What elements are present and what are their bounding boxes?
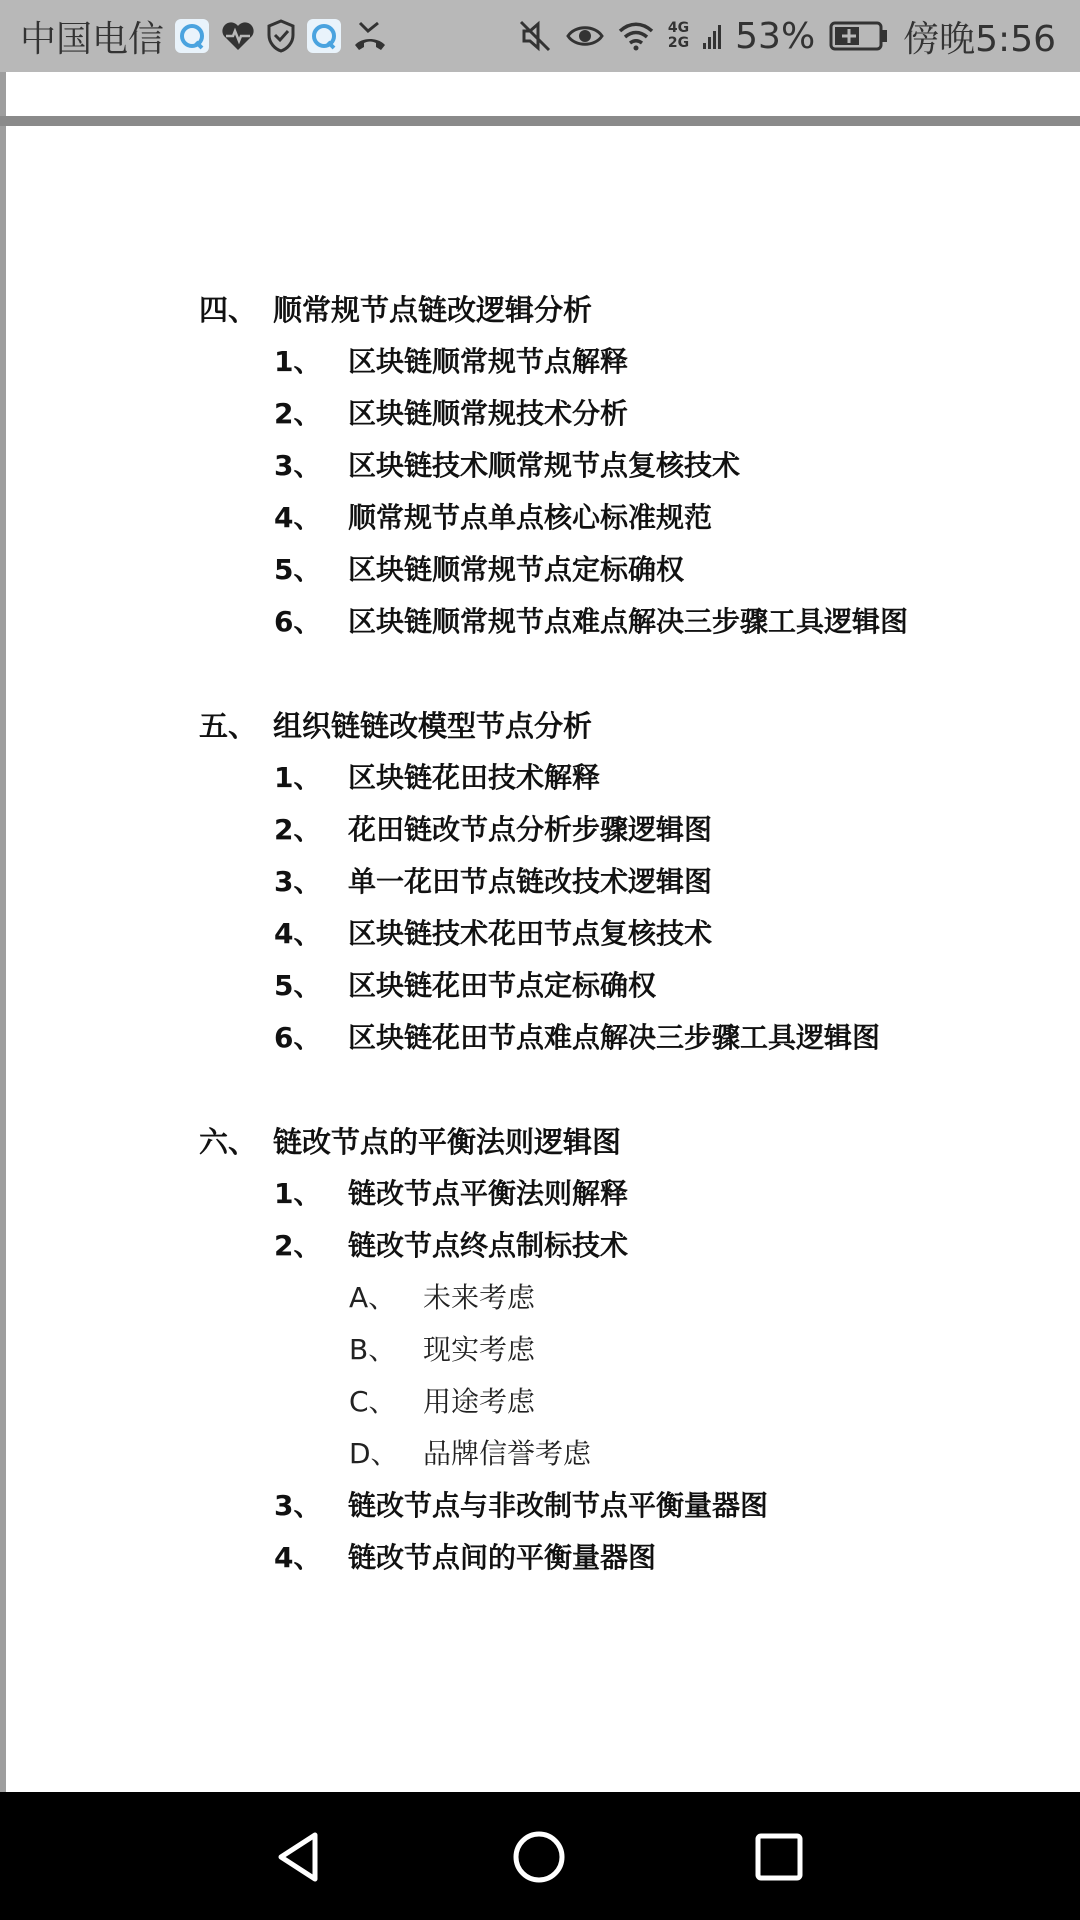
home-icon [511,1829,567,1885]
sub-item-letter: D、 [349,1437,399,1470]
mute-icon [518,19,552,53]
item-text: 区块链技术花田节点复核技术 [348,917,713,950]
item-number: 5、 [274,969,322,1002]
item-number: 3、 [274,865,322,898]
item-text: 链改节点间的平衡量器图 [348,1541,657,1574]
home-button[interactable] [504,1822,574,1892]
wifi-icon [618,21,654,51]
shield-icon [266,19,296,53]
carrier-label: 中国电信 [20,18,165,60]
battery-percent: 53% [735,15,816,57]
item-number: 5、 [274,553,322,586]
browser-icon [306,18,342,54]
item-text: 区块链技术顺常规节点复核技术 [348,449,741,482]
recents-button[interactable] [744,1822,814,1892]
status-bar-right [518,11,1056,62]
navigation-bar [0,1792,1080,1920]
item-number: 2、 [274,813,322,846]
status-bar [0,0,1080,72]
item-text: 区块链花田技术解释 [348,761,601,794]
item-text: 区块链顺常规技术分析 [348,397,629,430]
item-text: 单一花田节点链改技术逻辑图 [348,865,713,898]
item-text: 区块链顺常规节点解释 [348,345,629,378]
item-number: 2、 [274,397,322,430]
item-number: 4、 [274,501,322,534]
item-number: 1、 [274,1177,322,1210]
sub-item-letter: C、 [349,1385,397,1418]
battery-icon [829,20,889,52]
item-text: 链改节点平衡法则解释 [348,1177,629,1210]
item-text: 顺常规节点单点核心标准规范 [348,501,713,534]
item-text: 区块链顺常规节点难点解决三步骤工具逻辑图 [348,605,909,638]
sub-item-text: 用途考虑 [423,1385,536,1418]
network-type-label [668,21,689,51]
recents-icon [751,1829,807,1885]
item-text: 区块链顺常规节点定标确权 [348,553,685,586]
item-number: 2、 [274,1229,322,1262]
item-text: 链改节点终点制标技术 [348,1229,629,1262]
back-icon [271,1829,327,1885]
item-text: 花田链改节点分析步骤逻辑图 [348,813,713,846]
missed-call-icon [352,19,388,53]
sub-item-text: 现实考虑 [423,1333,536,1366]
network-type-text: 4G 2G [667,20,690,51]
document-page[interactable] [0,130,1080,1792]
item-text: 区块链花田节点难点解决三步骤工具逻辑图 [348,1021,881,1054]
item-text: 区块链花田节点定标确权 [348,969,657,1002]
sub-item-letter: A、 [349,1281,397,1314]
section-number: 六、 [199,1125,258,1159]
sub-item-letter: B、 [349,1333,397,1366]
item-number: 6、 [274,605,322,638]
item-text: 链改节点与非改制节点平衡量器图 [348,1489,769,1522]
item-number: 1、 [274,345,322,378]
page-divider [0,116,1080,126]
section-title: 链改节点的平衡法则逻辑图 [273,1125,622,1159]
signal-icon [703,21,721,51]
clock-time: 傍晚5:56 [903,18,1056,60]
health-icon [220,20,256,52]
back-button[interactable] [264,1822,334,1892]
item-number: 4、 [274,1541,322,1574]
section-number: 五、 [199,709,258,743]
item-number: 4、 [274,917,322,950]
sub-item-text: 未来考虑 [423,1281,536,1314]
item-number: 3、 [274,1489,322,1522]
eye-icon [566,21,604,51]
browser-icon [174,18,210,54]
item-number: 1、 [274,761,322,794]
item-number: 3、 [274,449,322,482]
item-number: 6、 [274,1021,322,1054]
section-title: 顺常规节点链改逻辑分析 [273,293,593,327]
section-number: 四、 [199,293,258,327]
section-title: 组织链链改模型节点分析 [273,709,593,743]
status-bar-left [20,11,388,62]
sub-item-text: 品牌信誉考虑 [423,1437,592,1470]
document-content [6,130,1080,1792]
